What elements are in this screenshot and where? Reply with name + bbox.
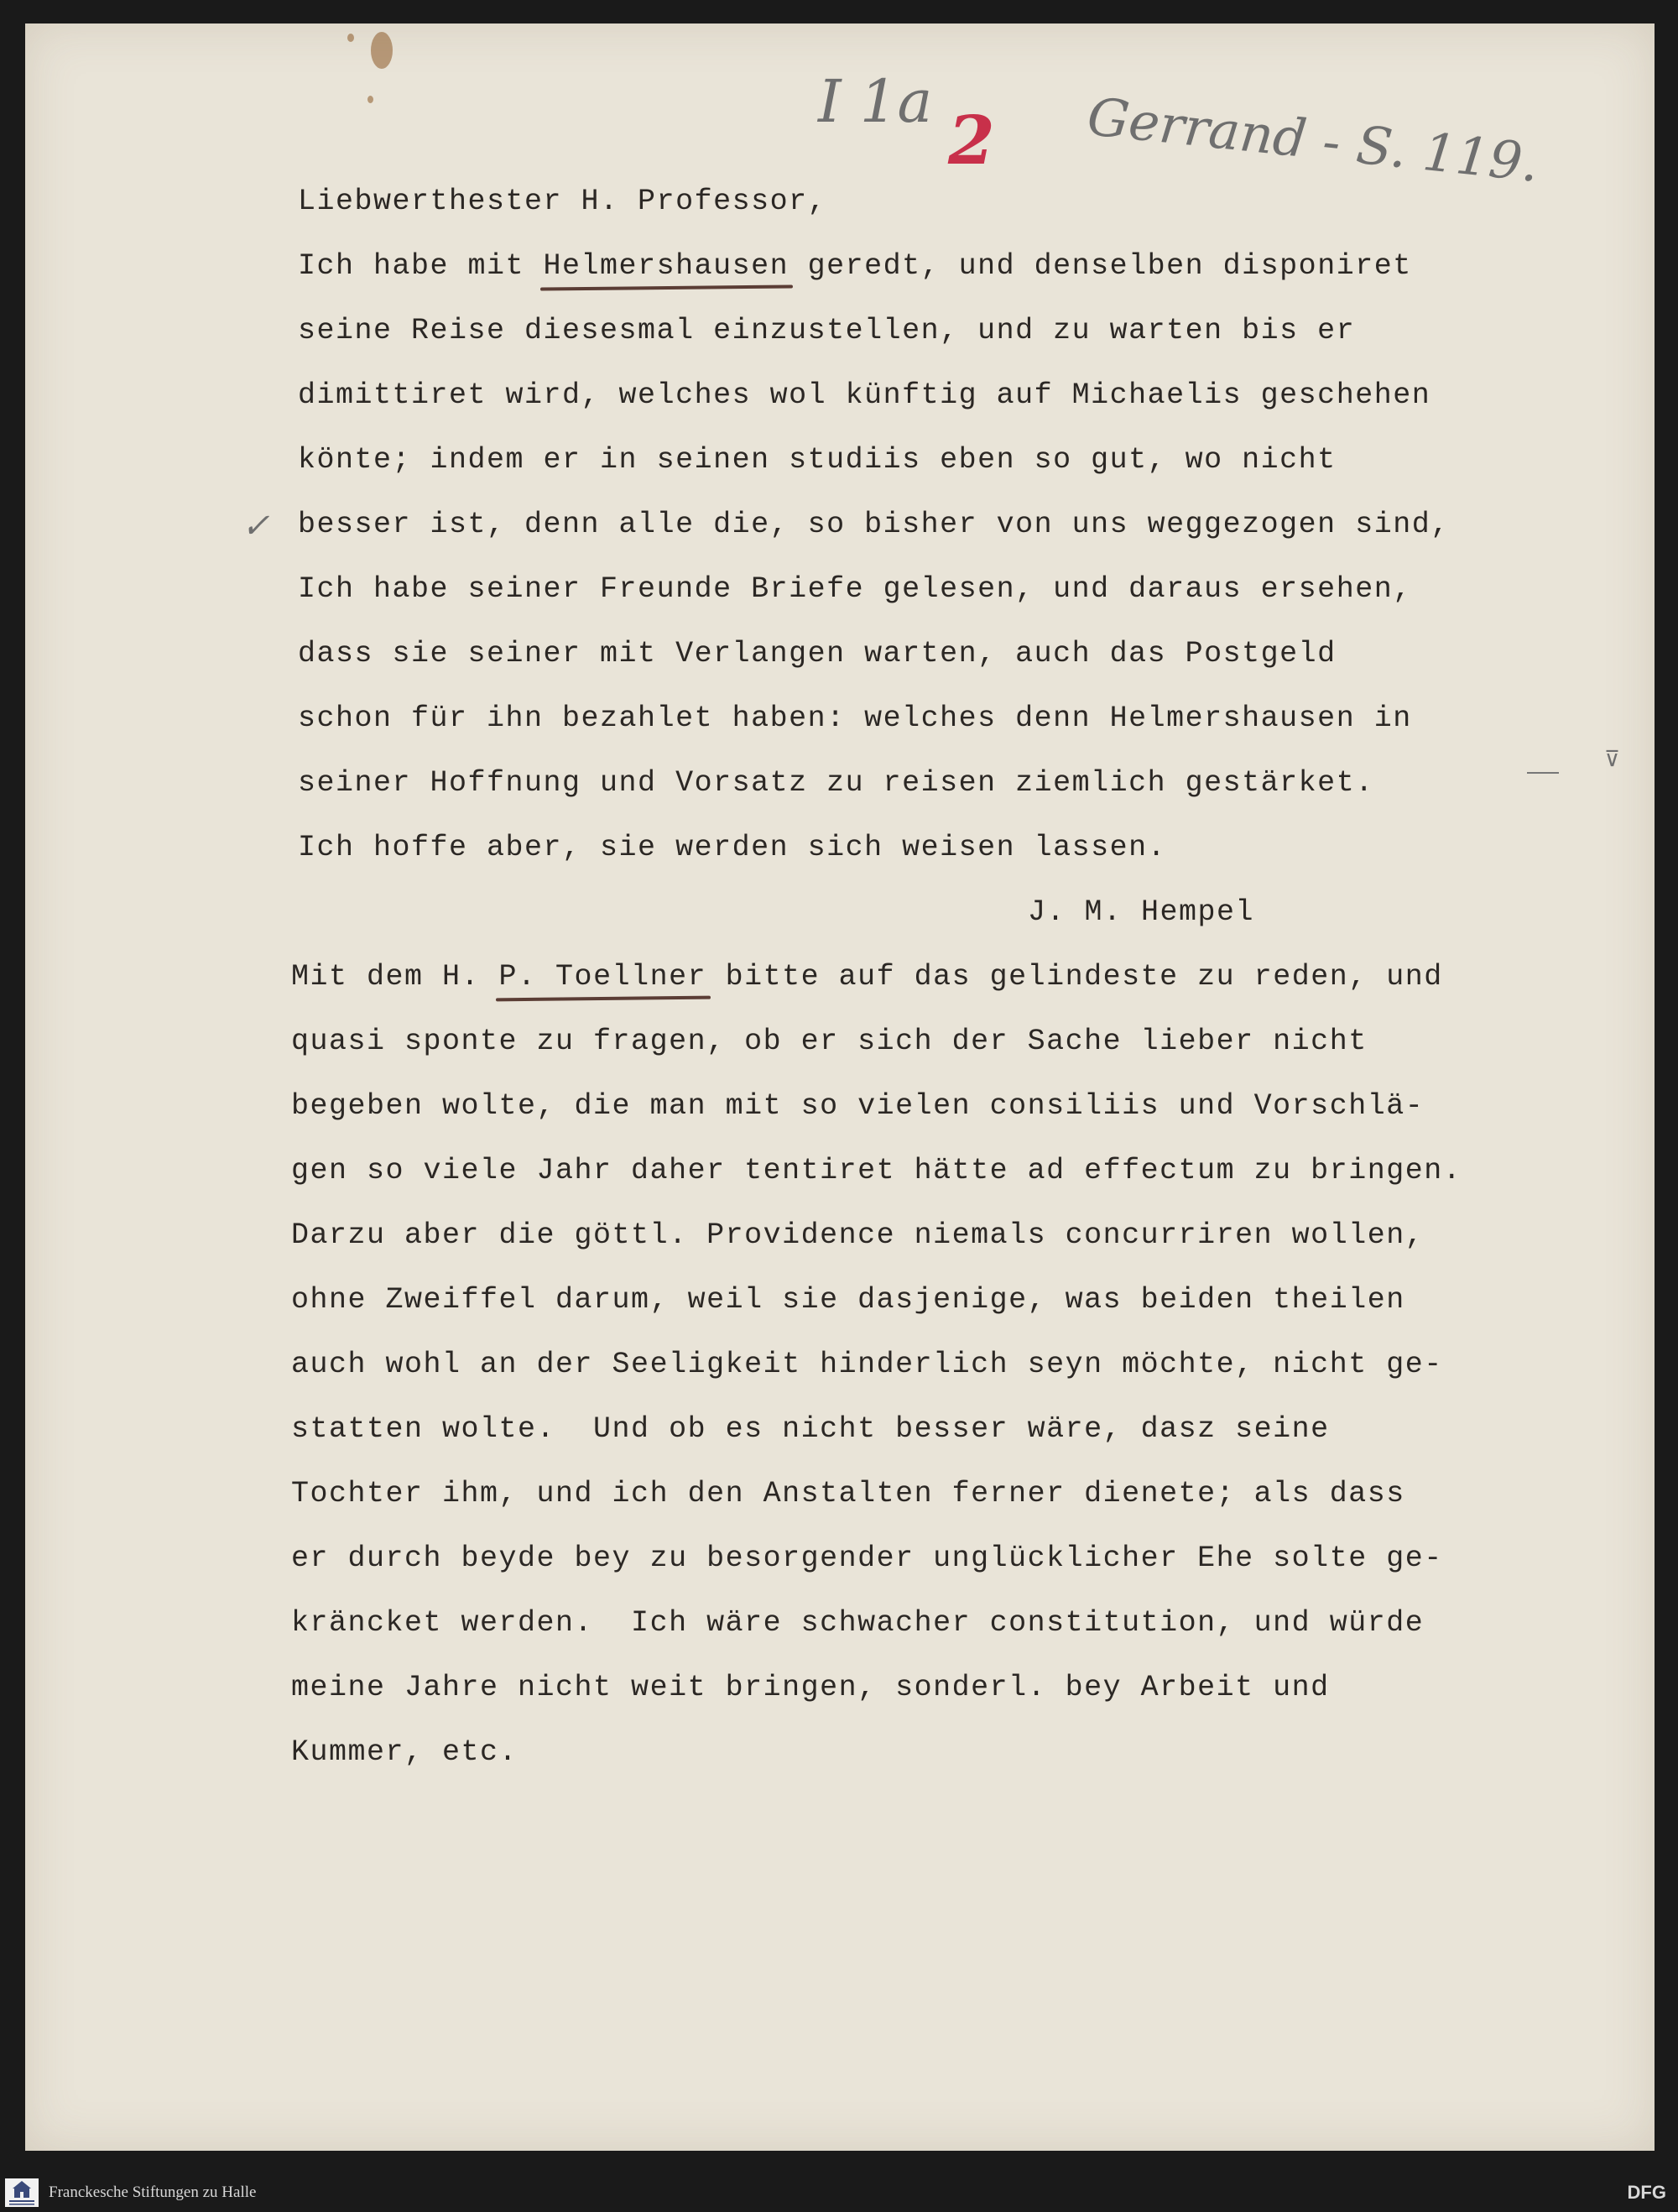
archive-number-annotation: I 1a [818,67,933,136]
underlined-name-helmershausen: Helmershausen [543,249,789,283]
ink-stain-dot [367,96,373,103]
red-number-annotation: 2 [948,101,995,180]
letter-line-12: quasi sponte zu fragen, ob er sich der Sache lieber nicht [291,1025,1368,1058]
letter-line-1 [298,249,1412,283]
salutation: Liebwerthester H. Professor, [298,185,827,218]
letter-line-10: Ich hoffe aber, sie werden sich weisen lassen. [298,831,1167,864]
letter-line-21: kräncket werden. Ich wäre schwacher constitution, und würde [291,1606,1425,1640]
letter-line-19: Tochter ihm, und ich den Anstalten ferner dienete; als dass [291,1477,1405,1510]
letter-line-6: Ich habe seiner Freunde Briefe gelesen, und daraus ersehen, [298,572,1412,606]
letter-line-23: Kummer, etc. [291,1735,519,1769]
building-icon [5,2178,39,2207]
letter-line-18: statten wolte. Und ob es nicht besser wäre, dasz seine [291,1412,1330,1446]
letter-line-13: begeben wolte, die man mit so vielen consiliis und Vorschlä- [291,1089,1425,1123]
letter-line-14: gen so viele Jahr daher tentiret hätte ad effectum zu bringen. [291,1154,1462,1187]
underlined-name-toellner: P. Toellner [498,960,707,994]
letter-line-15: Darzu aber die göttl. Providence niemals concurriren wollen, [291,1218,1425,1252]
line-text: Mit dem H. [291,960,499,994]
ink-stain-small [347,34,354,42]
margin-dash-mark [1527,772,1559,774]
letter-line-4: könte; indem er in seinen studiis eben so gut, wo nicht [298,443,1337,477]
letter-line-16: ohne Zweiffel darum, weil sie dasjenige, was beiden theilen [291,1283,1405,1317]
line-text: Ich habe mit [298,249,544,283]
letter-line-2: seine Reise diesesmal einzustellen, und zu warten bis er [298,314,1356,347]
letter-line-17: auch wohl an der Seeligkeit hinderlich seyn möchte, nicht ge- [291,1348,1443,1381]
letter-line-9: seiner Hoffnung und Vorsatz zu reisen ziemlich gestärket. [298,766,1374,800]
letter-line-5: besser ist, denn alle die, so bisher von uns weggezogen sind, [298,508,1450,541]
margin-check-mark: ✓ [242,507,270,545]
ink-stain [371,32,393,69]
letter-line-3: dimittiret wird, welches wol künftig auf Michaelis geschehen [298,378,1431,412]
footer-bar [0,2173,1678,2212]
pencil-reference-annotation: Gerrand - S. 119. [1084,85,1542,195]
letter-line-8: schon für ihn bezahlet haben: welches denn Helmershausen in [298,702,1412,735]
dfg-logo: DFG [1627,2182,1666,2203]
line-text: bitte auf das gelindeste zu reden, und [706,960,1443,994]
letter-line-22: meine Jahre nicht weit bringen, sonderl. bey Arbeit und [291,1671,1330,1704]
letter-line-7: dass sie seiner mit Verlangen warten, auch das Postgeld [298,637,1337,670]
letter-line-20: er durch beyde bey zu besorgender unglücklicher Ehe solte ge- [291,1542,1443,1575]
signature: J. M. Hempel [1028,895,1255,929]
institution-logo [5,2178,39,2207]
institution-name: Franckesche Stiftungen zu Halle [49,2183,257,2201]
letter-line-11 [291,960,1443,994]
margin-tick-mark: ⊽ [1604,747,1621,772]
line-text: geredt, und denselben disponiret [789,249,1412,283]
